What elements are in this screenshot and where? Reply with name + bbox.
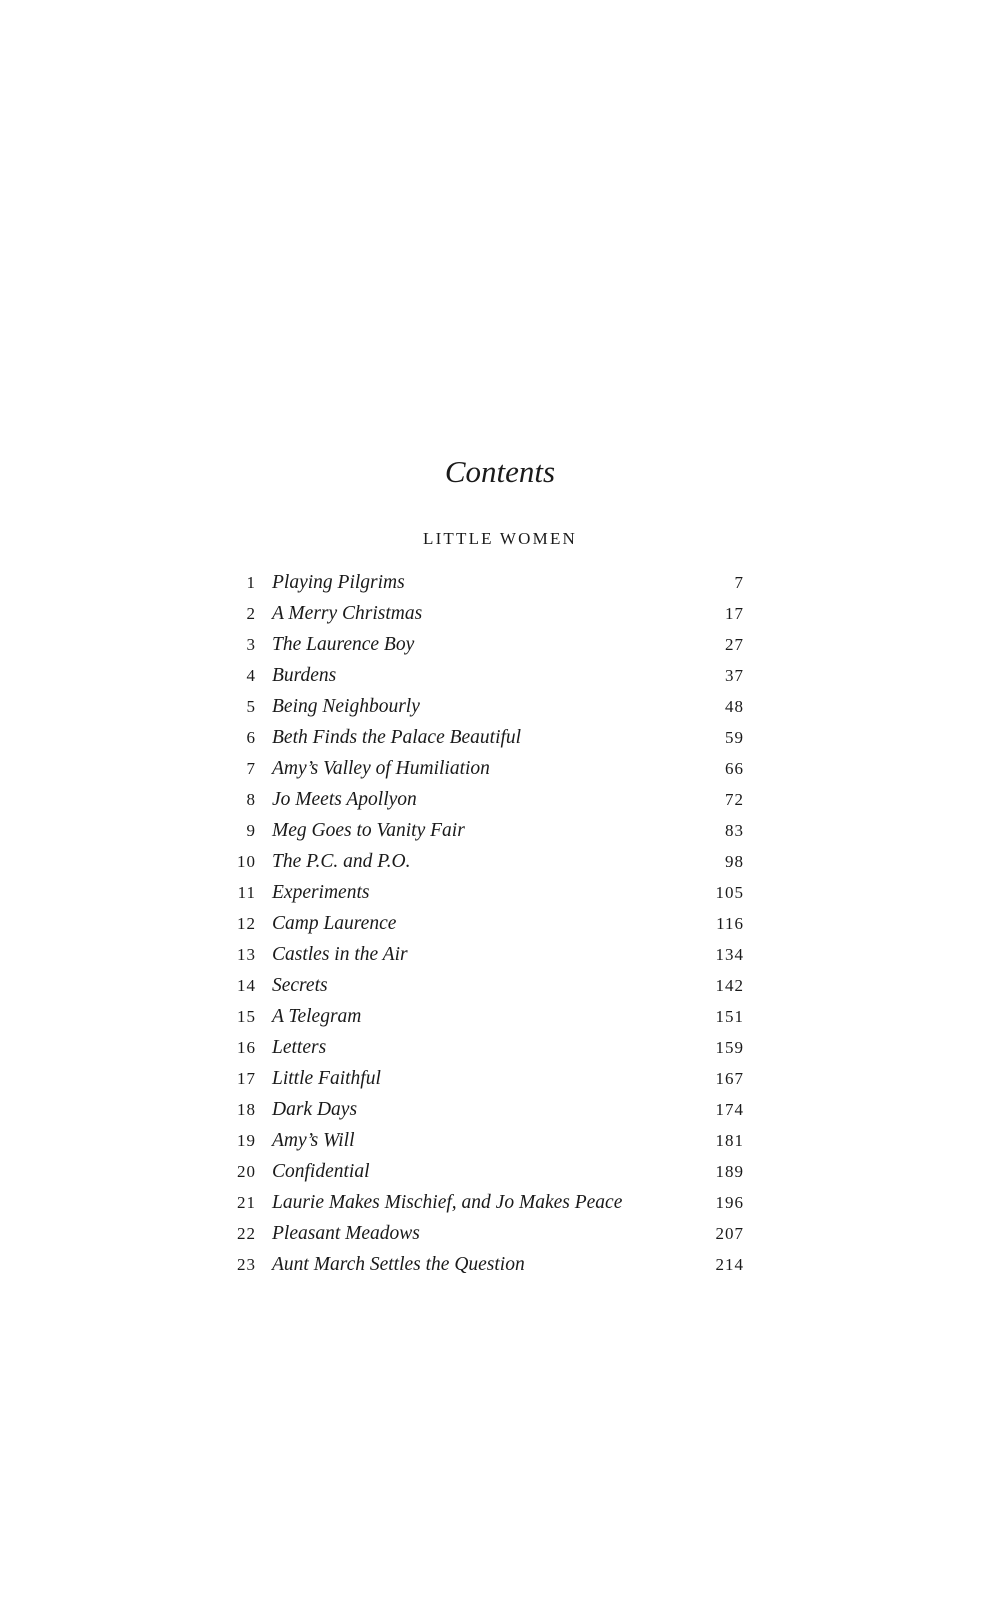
chapter-number: 14	[237, 976, 256, 995]
toc-entry	[222, 1063, 744, 1094]
toc-entry	[222, 722, 744, 753]
chapter-title: Burdens	[272, 665, 337, 686]
page-number: 151	[715, 1007, 744, 1026]
chapter-number: 18	[237, 1100, 256, 1119]
chapter-number: 20	[237, 1162, 256, 1181]
chapter-number: 23	[237, 1255, 256, 1274]
section-heading: LITTLE WOMEN	[422, 529, 578, 548]
chapter-title: Camp Laurence	[272, 913, 397, 934]
chapter-number: 11	[237, 883, 256, 902]
page-number: 59	[725, 728, 744, 747]
page-number: 142	[715, 976, 744, 995]
toc-entry	[222, 753, 744, 784]
toc-entry	[222, 691, 744, 722]
toc-entry	[222, 846, 744, 877]
chapter-number: 19	[237, 1131, 256, 1150]
chapter-title: Letters	[272, 1037, 327, 1058]
chapter-number: 16	[237, 1038, 256, 1057]
chapter-number: 7	[246, 759, 256, 778]
chapter-title: Pleasant Meadows	[272, 1223, 420, 1244]
chapter-number: 9	[246, 821, 256, 840]
chapter-title: Castles in the Air	[272, 944, 408, 965]
toc-entry	[222, 908, 744, 939]
toc-entry	[222, 598, 744, 629]
page-number: 7	[734, 573, 744, 592]
table-of-contents	[222, 567, 744, 1280]
page-number: 214	[715, 1255, 744, 1274]
chapter-number: 5	[246, 697, 256, 716]
chapter-title: Beth Finds the Palace Beautiful	[272, 727, 522, 748]
chapter-title: Meg Goes to Vanity Fair	[272, 820, 465, 841]
page-number: 105	[715, 883, 744, 902]
page-number: 207	[715, 1224, 744, 1243]
page-number: 196	[715, 1193, 744, 1212]
chapter-number: 21	[237, 1193, 256, 1212]
page-number: 83	[725, 821, 744, 840]
chapter-number: 22	[237, 1224, 256, 1243]
page-number: 116	[716, 914, 744, 933]
chapter-title: Amy’s Will	[272, 1130, 355, 1151]
page-number: 134	[715, 945, 744, 964]
chapter-number: 17	[237, 1069, 256, 1088]
toc-entry	[222, 877, 744, 908]
chapter-number: 1	[246, 573, 256, 592]
chapter-number: 3	[246, 635, 256, 654]
toc-entry	[222, 629, 744, 660]
chapter-title: The Laurence Boy	[272, 634, 415, 655]
toc-entry	[222, 815, 744, 846]
chapter-number: 12	[237, 914, 256, 933]
chapter-number: 6	[246, 728, 256, 747]
toc-entry	[222, 1156, 744, 1187]
chapter-number: 15	[237, 1007, 256, 1026]
toc-entry	[222, 784, 744, 815]
chapter-title: Experiments	[272, 882, 370, 903]
chapter-title: Laurie Makes Mischief, and Jo Makes Peace	[272, 1192, 623, 1213]
chapter-title: Confidential	[272, 1161, 370, 1182]
page-number: 167	[715, 1069, 744, 1088]
chapter-title: Secrets	[272, 975, 328, 996]
page-number: 72	[725, 790, 744, 809]
chapter-title: Jo Meets Apollyon	[272, 789, 417, 810]
chapter-number: 8	[246, 790, 256, 809]
toc-entry	[222, 1125, 744, 1156]
chapter-title: Amy’s Valley of Humiliation	[272, 758, 490, 779]
page-number: 189	[715, 1162, 744, 1181]
chapter-number: 13	[237, 945, 256, 964]
toc-entry	[222, 1094, 744, 1125]
chapter-title: Aunt March Settles the Question	[272, 1254, 525, 1275]
toc-entry	[222, 1032, 744, 1063]
toc-entry	[222, 567, 744, 598]
toc-entry	[222, 1001, 744, 1032]
page-number: 27	[725, 635, 744, 654]
toc-entry	[222, 1218, 744, 1249]
toc-entry	[222, 970, 744, 1001]
chapter-number: 2	[246, 604, 256, 623]
chapter-title: Little Faithful	[272, 1068, 381, 1089]
page-number: 181	[715, 1131, 744, 1150]
toc-entry	[222, 1249, 744, 1280]
chapter-title: Dark Days	[272, 1099, 358, 1120]
chapter-title: A Merry Christmas	[272, 603, 423, 624]
chapter-title: A Telegram	[272, 1006, 362, 1027]
chapter-number: 10	[237, 852, 256, 871]
chapter-title: Playing Pilgrims	[272, 572, 405, 593]
page-number: 98	[725, 852, 744, 871]
toc-entry	[222, 939, 744, 970]
page-number: 48	[725, 697, 744, 716]
page-number: 174	[715, 1100, 744, 1119]
page-number: 66	[725, 759, 744, 778]
toc-entry	[222, 1187, 744, 1218]
page-number: 159	[715, 1038, 744, 1057]
chapter-title: The P.C. and P.O.	[272, 851, 411, 872]
page-title: Contents	[444, 454, 556, 489]
toc-entry	[222, 660, 744, 691]
page-number: 17	[725, 604, 744, 623]
page-number: 37	[725, 666, 744, 685]
chapter-number: 4	[246, 666, 256, 685]
chapter-title: Being Neighbourly	[272, 696, 420, 717]
